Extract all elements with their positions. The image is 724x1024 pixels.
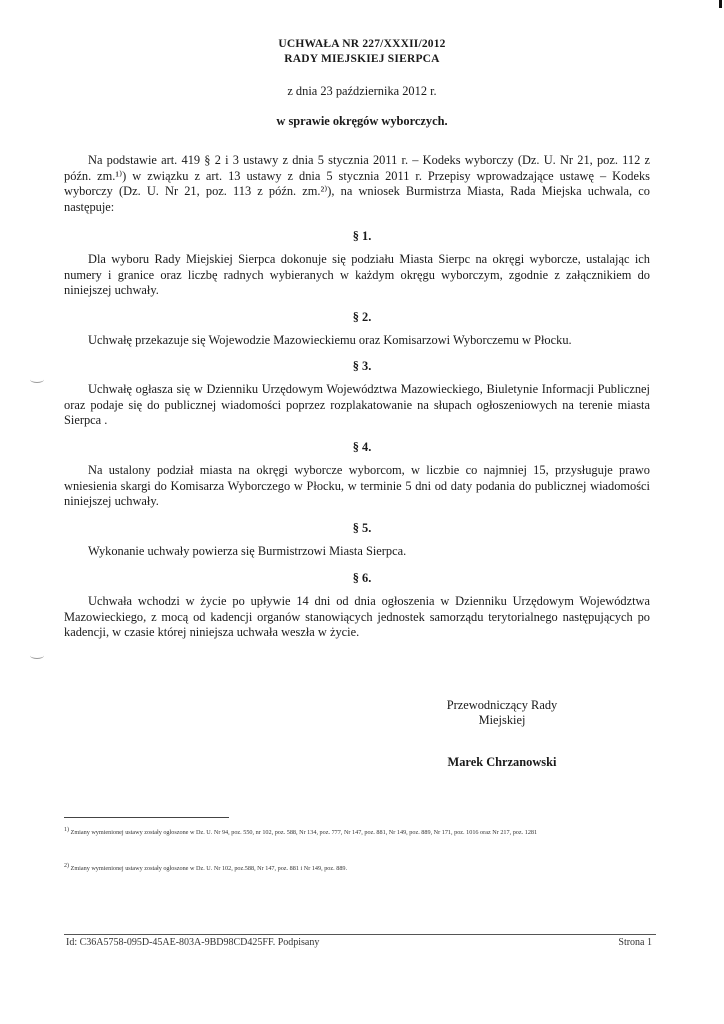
signature-role-line1: Przewodniczący Rady — [446, 698, 558, 712]
section-mark-6: § 6. — [352, 571, 372, 585]
section-text-1: Dla wyboru Rady Miejskiej Sierpca dokonuje się podziału Miasta Sierpc na okręgi wyborcze, ustalając ich numery i granice oraz liczbę radnych wybieranych w każdym okręgu wyborczym, zgodnie z załącznikiem do niniejszej uchwały. — [64, 252, 650, 297]
footnote-2-text: Zmiany wymienionej ustawy zostały ogłoszone w Dz. U. Nr 102, poz.588, Nr 147, poz. 881 i Nr 149, poz. 889. — [70, 865, 348, 873]
section-mark-5: § 5. — [352, 521, 372, 535]
page-number: Strona 1 — [618, 937, 652, 948]
resolution-subject: w sprawie okręgów wyborczych. — [276, 114, 448, 128]
footnote-2 — [64, 862, 654, 873]
footnote-1-number: 1) — [64, 827, 69, 833]
section-text-5: Wykonanie uchwały powierza się Burmistrzowi Miasta Sierpca. — [88, 544, 407, 558]
section-mark-2: § 2. — [352, 310, 372, 324]
section-text-6: Uchwała wchodzi w życie po upływie 14 dni od dnia ogłoszenia w Dzienniku Urzędowym Województwa Mazowieckiego, z mocą od kadencji organów stanowiących jednostek samorządu terytorialnego następujących po kadencji, w czasie której niniejsza uchwała weszła w życie. — [64, 594, 650, 639]
preamble: Na podstawie art. 419 § 2 i 3 ustawy z dnia 5 stycznia 2011 r. – Kodeks wyborczy (Dz. U. Nr 21, poz. 112 z późn. zm.¹⁾) w związku z art. 13 ustawy z dnia 5 stycznia 2011 r. Przepisy wprowadzające ustawę – Kodeks wyborczy (Dz. U. Nr 21, poz. 113 z późn. zm.²⁾), na wniosek Burmistrza Miasta, Rada Miejska uchwala, co następuje: — [64, 153, 650, 214]
footnote-1 — [64, 826, 654, 837]
scan-edge-mark — [719, 0, 722, 8]
council-name: RADY MIEJSKIEJ SIERPCA — [284, 53, 440, 65]
document-id: Id: C36A5758-095D-45AE-803A-9BD98CD425FF. Podpisany — [66, 937, 320, 948]
footnote-1-text: Zmiany wymienionej ustawy zostały ogłoszone w Dz. U. Nr 94, poz. 550, nr 102, poz. 588, Nr 134, poz. 777, Nr 147, poz. 881, Nr 149, poz. 889, Nr 171, poz. 1016 oraz Nr 217, poz. 1281 — [70, 829, 538, 837]
footer-divider — [64, 934, 656, 935]
footnote-divider — [64, 817, 229, 818]
section-text-2: Uchwałę przekazuje się Wojewodzie Mazowieckiemu oraz Komisarzowi Wyborczemu w Płocku. — [88, 333, 572, 347]
section-mark-1: § 1. — [352, 229, 372, 243]
signatory-name: Marek Chrzanowski — [447, 755, 557, 769]
scan-hole-mark-lower — [30, 652, 44, 659]
section-text-4: Na ustalony podział miasta na okręgi wyborcze wyborcom, w liczbie co najmniej 15, przysługuje prawo wniesienia skargi do Komisarza Wyborczego w Płocku, w terminie 5 dni od daty podania do publicznej wiadomości niniejszej uchwały. — [64, 463, 650, 508]
resolution-date: z dnia 23 października 2012 r. — [287, 84, 437, 98]
scan-hole-mark-upper — [30, 376, 44, 383]
section-text-3: Uchwałę ogłasza się w Dzienniku Urzędowym Województwa Mazowieckiego, Biuletynie Informacji Publicznej oraz podaje się do publicznej wiadomości poprzez rozplakatowanie na słupach ogłoszeniowych na terenie miasta Sierpca . — [64, 382, 650, 427]
resolution-number: UCHWAŁA NR 227/XXXII/2012 — [278, 38, 446, 50]
signature-role-line2: Miejskiej — [478, 713, 526, 727]
footnote-2-number: 2) — [64, 863, 69, 869]
section-mark-3: § 3. — [352, 359, 372, 373]
section-mark-4: § 4. — [352, 440, 372, 454]
